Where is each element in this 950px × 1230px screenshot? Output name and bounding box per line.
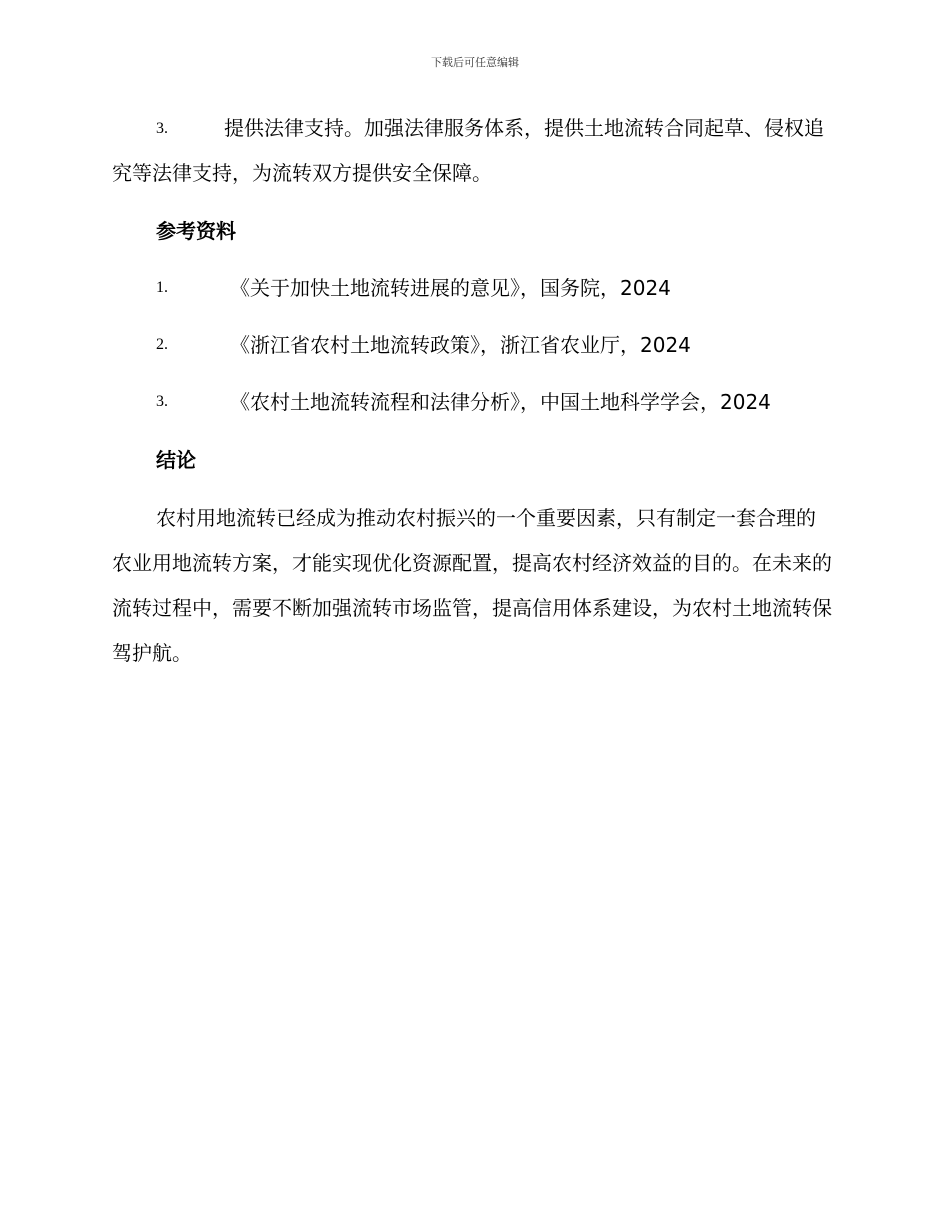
reference-text: 《关于加快土地流转进展的意见》，国务院，2024 (230, 276, 671, 300)
reference-text: 《农村土地流转流程和法律分析》，中国土地科学学会，2024 (230, 390, 771, 414)
reference-number: 2. (156, 336, 168, 353)
legal-support-item (112, 106, 834, 196)
reference-number: 1. (156, 279, 168, 296)
reference-number: 3. (156, 393, 168, 410)
list-number: 3. (156, 120, 168, 137)
reference-text: 《浙江省农村土地流转政策》，浙江省农业厅，2024 (230, 333, 691, 357)
page-header: 下载后可任意编辑 (431, 56, 519, 69)
references-heading: 参考资料 (156, 219, 236, 243)
conclusion-heading: 结论 (156, 448, 196, 472)
list-item-text: 提供法律支持。加强法律服务体系，提供土地流转合同起草、侵权追究等法律支持，为流转双方提供安全保障。 (112, 116, 824, 185)
conclusion-paragraph: 农村用地流转已经成为推动农村振兴的一个重要因素，只有制定一套合理的农业用地流转方案，才能实现优化资源配置，提高农村经济效益的目的。在未来的流转过程中，需要不断加强流转市场监管，提高信用体系建设，为农村土地流转保驾护航。 (112, 506, 832, 665)
